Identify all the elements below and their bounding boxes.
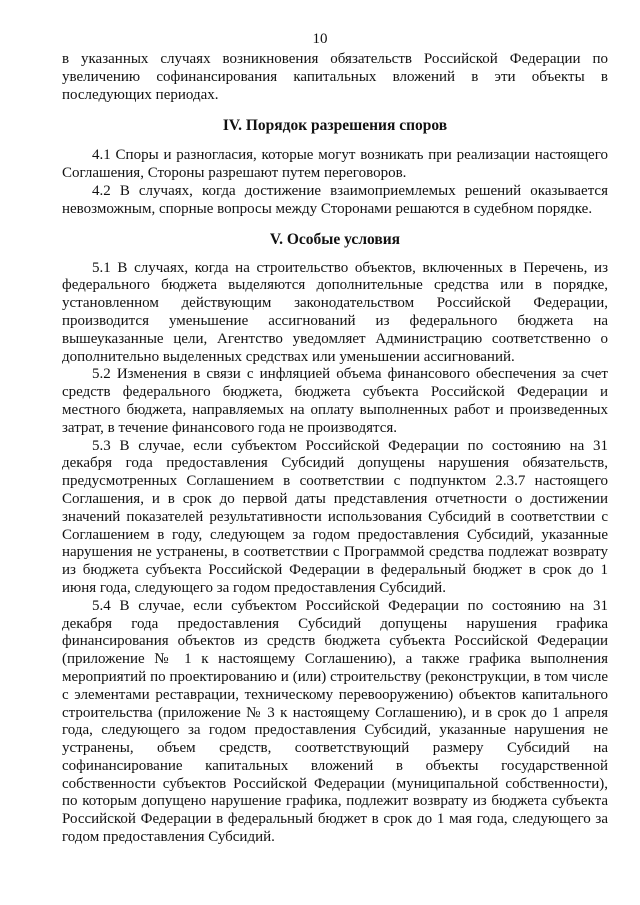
paragraph-5-3: 5.3 В случае, если субъектом Российской Федерации по состоянию на 31 декабря года предоставления Субсидий допущены нарушения обязательств, предусмотренных Соглашением в соответствии с подпунктом 2.3.7 настоящего Соглашения, и в срок до первой даты представления отчетности о достижении значений показателей результативности использования Субсидий в соответствии с Соглашением в году, следующем за годом предоставления Субсидий, указанные нарушения не устранены, в соответствии с Программой средства подлежат возврату из бюджета субъекта Российской Федерации в федеральный бюджет в срок до 1 июня года, следующего за годом предоставления Субсидий. [62, 437, 608, 596]
intro-paragraph: в указанных случаях возникновения обязательств Российской Федерации по увеличению софинансирования капитальных вложений в эти объекты в последующих периодах. [62, 51, 608, 103]
paragraph-5-1: 5.1 В случаях, когда на строительство объектов, включенных в Перечень, из федерального бюджета выделяются дополнительные средства или в порядке, установленном действующим законодательством Российской Федерации, производится уменьшение ассигнований из федерального бюджета на вышеуказанные цели, Агентство уведомляет Администрацию соответственно о дополнительно выделенных средствах или уменьшении ассигнований. [62, 259, 608, 365]
paragraph-4-1: 4.1 Споры и разногласия, которые могут возникать при реализации настоящего Соглашения, Стороны разрешают путем переговоров. [62, 147, 608, 182]
paragraph-5-4: 5.4 В случае, если субъектом Российской Федерации по состоянию на 31 декабря года предоставления Субсидий допущены нарушения графика финансирования объектов из средств бюджета субъекта Российской Федерации (приложение № 1 к настоящему Соглашению), а также графика выполнения мероприятий по проектированию и (или) строительству (реконструкции, в том числе с элементами реставрации, техническому перевооружению) объектов капитального строительства (приложение № 3 к настоящему Соглашению), и в срок до 1 апреля года, следующего за годом предоставления Субсидий, указанные нарушения не устранены, объем средств, соответствующий размеру Субсидий на софинансирование капитальных вложений в объекты государственной собственности субъектов Российской Федерации (муниципальной собственности), по которым допущено нарушение графика, подлежит возврату из бюджета субъекта Российской Федерации в федеральный бюджет в срок до 1 мая года, следующего за годом предоставления Субсидий. [62, 597, 608, 846]
document-body [62, 51, 608, 847]
section-heading-disputes: IV. Порядок разрешения споров [222, 117, 448, 135]
page-number: 10 [312, 31, 328, 47]
section-heading-special-conditions: V. Особые условия [269, 230, 401, 248]
paragraph-5-2: 5.2 Изменения в связи с инфляцией объема финансового обеспечения за счет средств федерального бюджета, бюджета субъекта Российской Федерации и местного бюджета, направляемых на оплату выполненных работ и произведенных затрат, в течение финансового года не производятся. [62, 366, 608, 436]
paragraph-4-2: 4.2 В случаях, когда достижение взаимоприемлемых решений оказывается невозможным, спорные вопросы между Сторонами решаются в судебном порядке. [62, 182, 608, 217]
